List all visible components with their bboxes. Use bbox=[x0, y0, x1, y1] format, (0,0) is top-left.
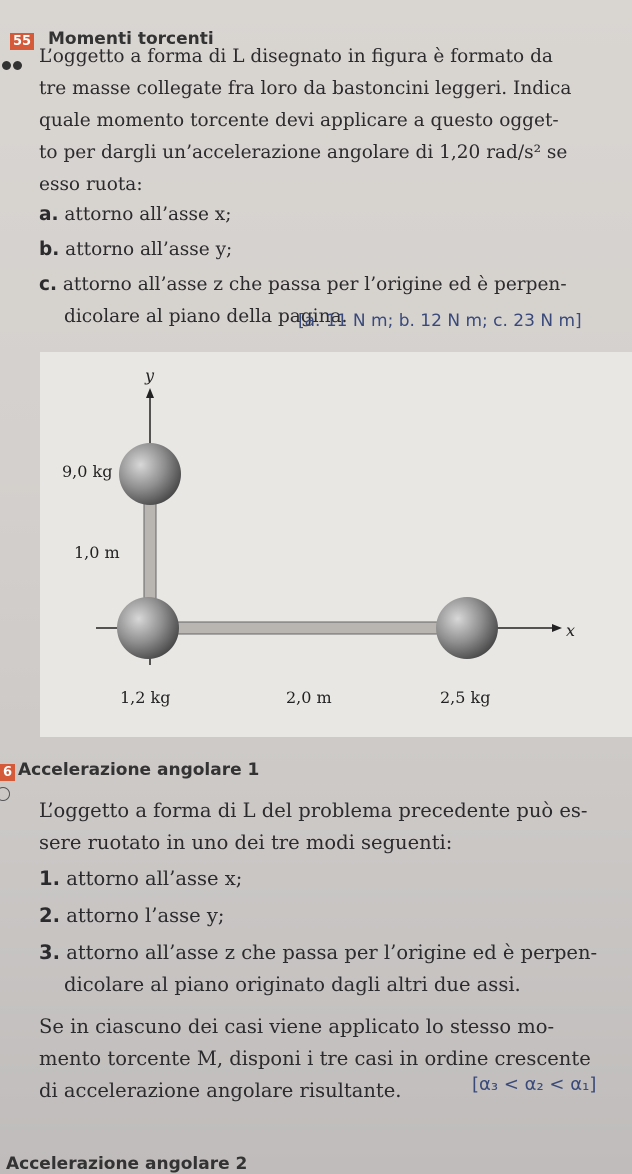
problem-title: Accelerazione angolare 1 bbox=[18, 760, 260, 780]
mass-origin-sphere bbox=[117, 597, 179, 659]
x-axis-arrow-icon bbox=[552, 624, 562, 632]
problem-56-answer: [α₃ < α₂ < α₁] bbox=[472, 1074, 597, 1095]
list-item: b. attorno all’asse y; bbox=[39, 239, 233, 260]
problem-56-items bbox=[39, 864, 629, 999]
next-problem-title: Accelerazione angolare 2 bbox=[6, 1154, 248, 1174]
list-item: 1. attorno all’asse x; bbox=[39, 867, 243, 890]
statement-line: to per dargli un’accelerazione angolare di 1,20 rad/s² se bbox=[39, 142, 568, 163]
paragraph-line: Se in ciascuno dei casi viene applicato lo stesso mo- bbox=[39, 1015, 555, 1038]
list-item: c. attorno all’asse z che passa per l’origine ed è perpen- bbox=[39, 274, 567, 295]
mass-right-sphere bbox=[436, 597, 498, 659]
x-axis-label: x bbox=[566, 621, 576, 640]
problem-55-answer: [a. 11 N m; b. 12 N m; c. 23 N m] bbox=[298, 311, 582, 331]
list-item: a. attorno all’asse x; bbox=[39, 204, 232, 225]
problem-title: Momenti torcenti bbox=[48, 29, 214, 49]
paragraph-line: di accelerazione angolare risultante. bbox=[39, 1079, 402, 1102]
problem-56-statement bbox=[39, 796, 629, 857]
horizontal-length-label: 2,0 m bbox=[286, 688, 332, 707]
mass-origin-label: 1,2 kg bbox=[120, 688, 171, 707]
horizontal-rod bbox=[148, 622, 468, 634]
y-axis-arrow-icon bbox=[146, 388, 154, 398]
problem-number: 55 bbox=[10, 33, 34, 50]
statement-line: quale momento torcente devi applicare a questo ogget- bbox=[39, 110, 559, 131]
mass-top-label: 9,0 kg bbox=[62, 462, 113, 481]
list-item: 2. attorno l’asse y; bbox=[39, 904, 225, 927]
statement-line: L’oggetto a forma di L disegnato in figura è formato da bbox=[39, 46, 553, 67]
statement-line: tre masse collegate fra loro da bastoncini leggeri. Indica bbox=[39, 78, 572, 99]
y-axis-label: y bbox=[145, 366, 155, 385]
list-item-continuation: dicolare al piano della pagina. bbox=[64, 306, 348, 327]
statement-line: esso ruota: bbox=[39, 174, 143, 195]
statement-line: sere ruotato in uno dei tre modi seguenti: bbox=[39, 831, 453, 854]
statement-line: L’oggetto a forma di L del problema precedente può es- bbox=[39, 799, 588, 822]
list-item-continuation: dicolare al piano originato dagli altri due assi. bbox=[64, 973, 521, 996]
vertical-length-label: 1,0 m bbox=[74, 543, 120, 562]
paragraph-line: mento torcente M, disponi i tre casi in ordine crescente bbox=[39, 1047, 591, 1070]
mass-top-sphere bbox=[119, 443, 181, 505]
mass-right-label: 2,5 kg bbox=[440, 688, 491, 707]
problem-number: 6 bbox=[0, 764, 15, 781]
list-item: 3. attorno all’asse z che passa per l’origine ed è perpen- bbox=[39, 941, 598, 964]
